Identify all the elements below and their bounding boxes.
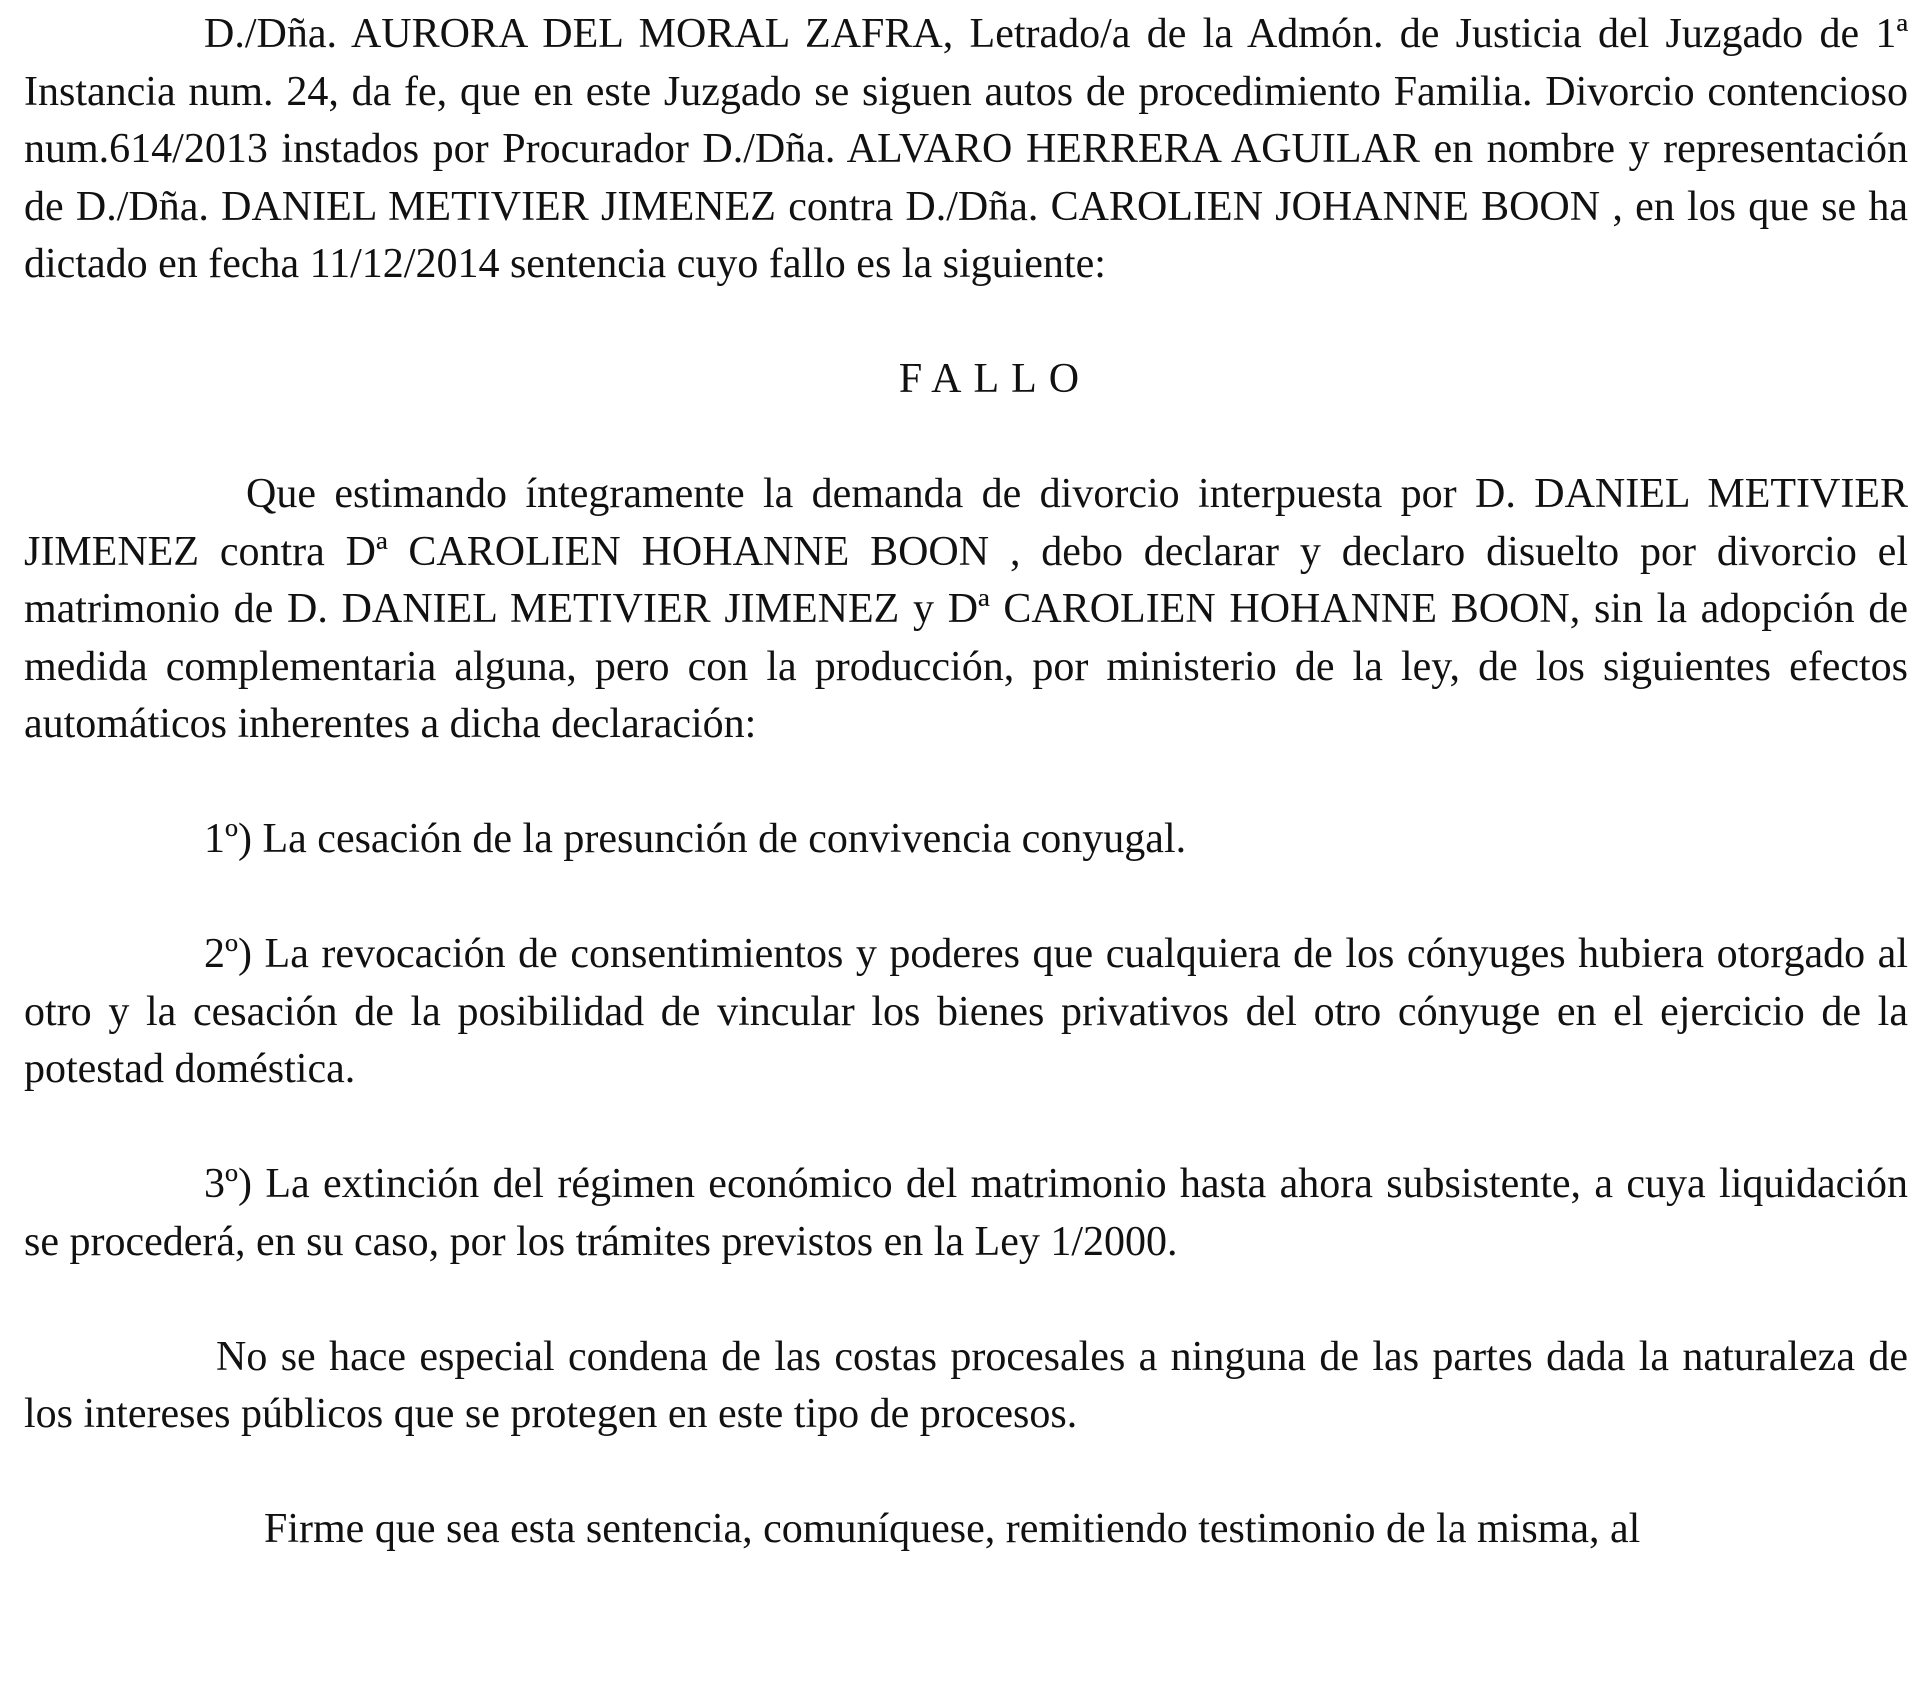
document-page — [24, 6, 1908, 1559]
spacer — [24, 1099, 1908, 1157]
effect-item-1: 1º) La cesación de la presunción de convivencia conyugal. — [204, 816, 1187, 862]
spacer — [24, 1271, 1908, 1329]
spacer — [24, 1444, 1908, 1502]
ruling-paragraph: Que estimando íntegramente la demanda de divorcio interpuesta por D. DANIEL METIVIER JIMENEZ contra Dª CAROLIEN HOHANNE BOON , debo declarar y declaro disuelto por divorcio el matrimonio de D. DANIEL METIVIER JIMENEZ y Dª CAROLIEN HOHANNE BOON, sin la adopción de medida complementaria alguna, pero con la producción, por ministerio de la ley, de los siguientes efectos automáticos inherentes a dicha declaración: — [24, 471, 1908, 747]
intro-paragraph: D./Dña. AURORA DEL MORAL ZAFRA, Letrado/a de la Admón. de Justicia del Juzgado de 1ª Instancia num. 24, da fe, que en este Juzgado se siguen autos de procedimiento Familia. Divorcio contencioso num.614/2013 instados por Procurador D./Dña. ALVARO HERRERA AGUILAR en nombre y representación de D./Dña. DANIEL METIVIER JIMENEZ contra D./Dña. CAROLIEN JOHANNE BOON , en los que se ha dictado en fecha 11/12/2014 sentencia cuyo fallo es la siguiente: — [24, 11, 1908, 287]
spacer — [24, 869, 1908, 927]
fallo-heading: FALLO — [898, 356, 1092, 402]
costs-paragraph: No se hace especial condena de las costas procesales a ninguna de las partes dada la naturaleza de los intereses públicos que se protegen en este tipo de procesos. — [24, 1333, 1908, 1437]
spacer — [24, 294, 1908, 352]
effect-item-3: 3º) La extinción del régimen económico del matrimonio hasta ahora subsistente, a cuya liquidación se procederá, en su caso, por los trámites previstos en la Ley 1/2000. — [24, 1161, 1908, 1265]
closing-paragraph: Firme que sea esta sentencia, comuníquese, remitiendo testimonio de la misma, al — [264, 1506, 1641, 1552]
spacer — [24, 754, 1908, 812]
effect-item-2: 2º) La revocación de consentimientos y poderes que cualquiera de los cónyuges hubiera otorgado al otro y la cesación de la posibilidad de vincular los bienes privativos del otro cónyuge en el ejercicio de la potestad doméstica. — [24, 931, 1908, 1092]
spacer — [24, 409, 1908, 467]
